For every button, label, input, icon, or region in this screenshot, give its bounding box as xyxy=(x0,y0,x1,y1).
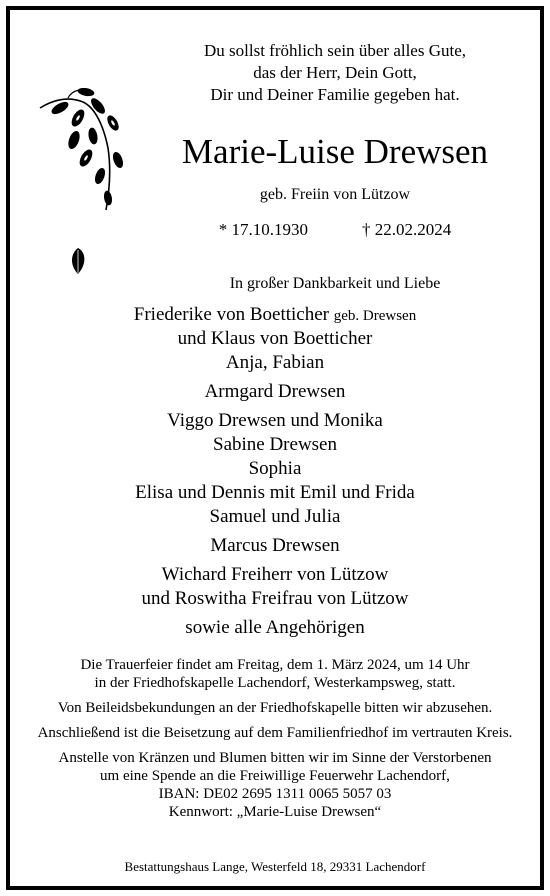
family-line: und Roswitha Freifrau von Lützow xyxy=(141,588,409,609)
service-info: in der Friedhofskapelle Lachendorf, Westerkampsweg, statt. xyxy=(94,675,456,691)
family-line: Wichard Freiherr von Lützow xyxy=(161,564,389,585)
family-line xyxy=(10,303,540,328)
family-line: Sophia xyxy=(248,458,302,479)
family-line: Samuel und Julia xyxy=(209,506,341,527)
death-date: † 22.02.2024 xyxy=(362,220,452,239)
family-line: Elisa und Dennis mit Emil und Frida xyxy=(135,482,415,503)
life-dates xyxy=(130,220,540,240)
birth-date: * 17.10.1930 xyxy=(218,220,308,239)
family-name: Friederike von Boetticher xyxy=(133,304,329,325)
mourning-intro: In großer Dankbarkeit und Liebe xyxy=(229,275,441,292)
family-line: sowie alle Angehörigen xyxy=(185,617,365,638)
falling-leaf-illustration xyxy=(67,246,89,276)
obituary-frame xyxy=(6,6,544,890)
family-line: Armgard Drewsen xyxy=(204,381,346,402)
bible-verse xyxy=(130,40,540,106)
family-line: Viggo Drewsen und Monika xyxy=(167,410,383,431)
verse-line: Dir und Deiner Familie gegeben hat. xyxy=(210,85,460,104)
family-line: Marcus Drewsen xyxy=(210,535,340,556)
family-name-note: geb. Drewsen xyxy=(333,308,417,324)
burial-note: Anschließend ist die Beisetzung auf dem Familienfriedhof im vertrauten Kreis. xyxy=(37,725,513,741)
service-info: Die Trauerfeier findet am Freitag, dem 1. März 2024, um 14 Uhr xyxy=(80,657,470,673)
donation-keyword: Kennwort: „Marie-Luise Drewsen“ xyxy=(168,804,382,820)
donation-iban: IBAN: DE02 2695 1311 0065 5057 03 xyxy=(158,786,392,802)
donation-note: Anstelle von Kränzen und Blumen bitten wir im Sinne der Verstorbenen xyxy=(58,750,492,766)
birth-name: geb. Freiin von Lützow xyxy=(259,186,411,203)
funeral-home: Bestattungshaus Lange, Westerfeld 18, 29331 Lachendorf xyxy=(124,859,426,874)
family-line: Sabine Drewsen xyxy=(213,434,337,455)
donation-note: um eine Spende an die Freiwillige Feuerwehr Lachendorf, xyxy=(100,768,450,784)
leaf-branch-illustration xyxy=(38,88,128,218)
verse-line: das der Herr, Dein Gott, xyxy=(253,63,417,82)
deceased-name: Marie-Luise Drewsen xyxy=(181,132,489,171)
family-line: und Klaus von Boetticher xyxy=(177,328,373,349)
family-line: Anja, Fabian xyxy=(225,352,325,373)
condolence-note: Von Beileidsbekundungen an der Friedhofskapelle bitten wir abzusehen. xyxy=(57,700,493,716)
verse-line: Du sollst fröhlich sein über alles Gute, xyxy=(203,41,467,60)
